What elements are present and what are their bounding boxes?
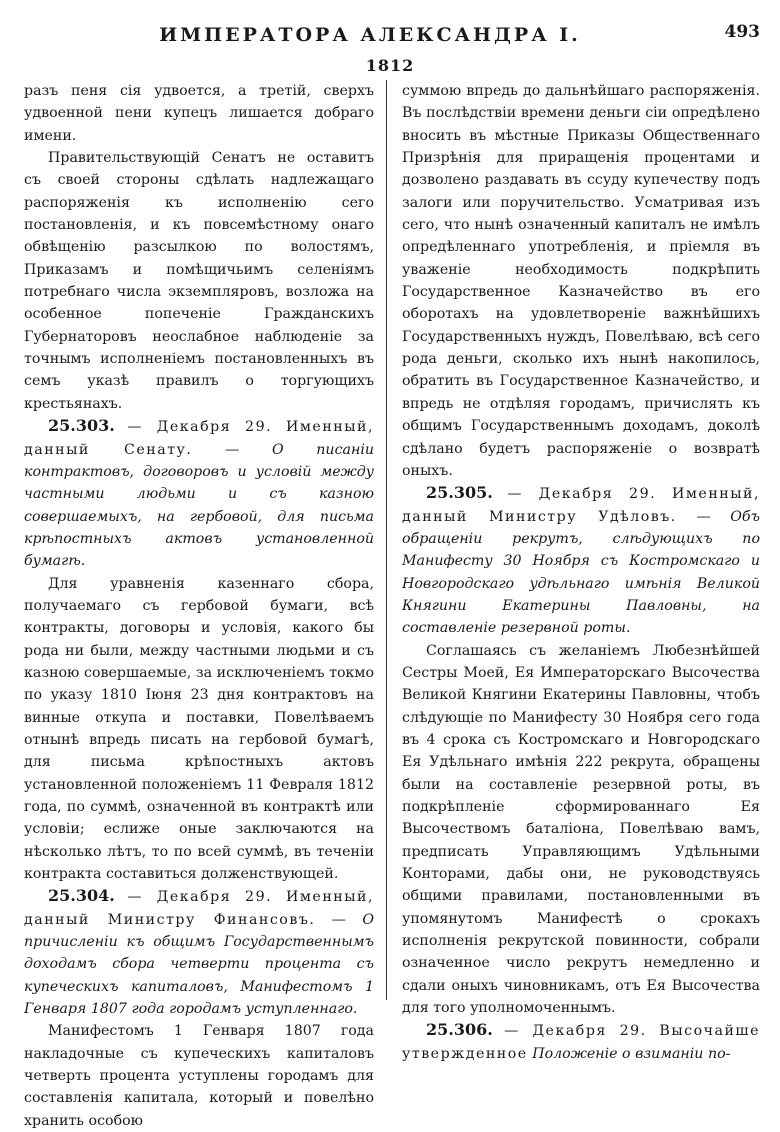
- paragraph: суммою впредь до дальнѣйшаго распоряженія. Въ послѣдствіи времени деньги сіи опредѣлено вносить въ мѣстные Приказы Общественнаго Призрѣнія для приращенія процентами и дозволено раздавать въ ссуду купечеству подъ залоги или поручительство. Усматривая изъ сего, что нынѣ означенный капиталъ не имѣлъ опредѣленнаго употребленія, и пріемля въ уваженіе необходимость подкрѣпить Государственное Казначейство въ его оборотахъ на удовлетвореніе важнѣйшихъ Государственныхъ нуждъ, Повелѣваю, всѣ сего рода деньги, сколько ихъ нынѣ накопилось, обратить въ Государственное Казначейство, и впредь не отдѣляя городамъ, причислять къ общимъ Государственнымъ доходамъ, доколѣ сдѣлано будетъ распоряженіе о возвратѣ оныхъ.: [402, 83, 760, 479]
- entry-title: Положеніе о взиманіи по-: [532, 1045, 731, 1062]
- right-column: [402, 80, 760, 1065]
- entry-25305: [402, 482, 760, 639]
- paragraph: Правительствующій Сенатъ не оставитъ съ своей стороны сдѣлать надлежащаго распоряженія къ исполненію сего постановленія, и къ повсемѣстному онаго обвѣщенію разсылкою по волостямъ, Приказамъ и помѣщичьимъ селеніямъ потребнаго числа экземпляровъ, возложа на особенное попеченіе Гражданскихъ Губернаторовъ неослабное наблюденіе за точнымъ исполненіемъ постановленныхъ въ семъ указѣ правилъ о торгующихъ крестьянахъ.: [24, 150, 374, 412]
- left-column: [24, 80, 374, 1132]
- page-number: 493: [724, 22, 760, 42]
- paragraph: разъ пеня сія удвоется, а третій, сверхъ удвоенной пени купецъ лишается добраго имени.: [24, 83, 374, 144]
- entry-heading: — Декабря 29. Именный, данный Министру Удѣловъ.: [402, 486, 760, 525]
- entry-number: 25.305.: [426, 483, 493, 503]
- entry-heading: — Декабря 29. Именный, данный Министру Финансовъ.: [24, 889, 374, 928]
- entry-title: — О причисленіи къ общимъ Государственнымъ доходамъ сбора четверти процента съ купеческихъ капиталовъ, Манифестомъ 1 Генваря 1807 года городамъ уступленнаго.: [24, 911, 374, 1018]
- entry-title: — О писаніи контрактовъ, договоровъ и условій между частными людьми и съ казною совершаемыхъ, на гербовой, для письма крѣпостныхъ актовъ установленной бумагѣ.: [24, 441, 374, 570]
- entry-25306: [402, 1019, 760, 1065]
- running-title: ИМПЕРАТОРА АЛЕКСАНДРА I.: [159, 24, 581, 46]
- entry-heading: — Декабря 29. Именный, данный Сенату.: [24, 419, 374, 458]
- paragraph: Для уравненія казеннаго сбора, получаемаго съ гербовой бумаги, всѣ контракты, договоры и условія, какого бы рода ни были, между частными людьми и съ казною совершаемые, за исключеніемъ токмо по указу 1810 Іюня 23 дня контрактовъ на винные откупа и поставки, Повелѣваемъ отнынѣ впредь писать на гербовой бумагѣ, для письма крѣпостныхъ актовъ установленной положеніемъ 11 Февраля 1812 года, по суммѣ, означенной въ контрактѣ или условіи; еслиже оные заключаются на нѣсколько лѣтъ, то по всей суммѣ, въ теченіи контракта составиться долженствующей.: [24, 575, 374, 883]
- entry-number: 25.304.: [48, 886, 115, 906]
- paragraph: Соглашаясь съ желаніемъ Любезнѣйшей Сестры Моей, Ея Императорскаго Высочества Великой Княгини Екатерины Павловны, чтобъ слѣдующіе по Манифесту 30 Ноября сего года въ 4 срока съ Костромскаго и Новгородскаго Ея Удѣльнаго имѣнія 222 рекрута, обращены были на составленіе резервной роты, въ подкрѣпленіе сформированнаго Ея Высочествомъ баталіона, Повелѣваю вамъ, предписать Управляющимъ Удѣльными Конторами, дабы они, не руководствуясь общими правилами, постановленными въ упомянутомъ Манифестѣ о срокахъ исполненія рекрутской повинности, собрали означенное число рекрутъ немедленно и сдали оныхъ чиновникамъ, отъ Ея Высочества для того уполномоченнымъ.: [402, 642, 760, 1017]
- paragraph: Манифестомъ 1 Генваря 1807 года накладочные съ купеческихъ капиталовъ четверть процента уступлены городамъ для составленія капитала, который и повелѣно хранить особою: [24, 1023, 374, 1129]
- entry-25304: [24, 885, 374, 1020]
- column-divider: [386, 80, 387, 1000]
- entry-title: — Объ обращеніи рекрутъ, слѣдующихъ по Манифесту 30 Ноября съ Костромскаго и Новгородскаго удѣльнаго имѣнія Великой Княгини Екатерины Павловны, на составленіе резервной роты.: [402, 508, 760, 637]
- entry-25303: [24, 415, 374, 572]
- year-heading: 1812: [365, 56, 415, 75]
- entry-number: 25.303.: [48, 416, 115, 436]
- page-header: [0, 0, 780, 80]
- entry-number: 25.306.: [426, 1020, 493, 1040]
- entry-heading: — Декабря 29. Высочайше утвержденное: [402, 1023, 760, 1062]
